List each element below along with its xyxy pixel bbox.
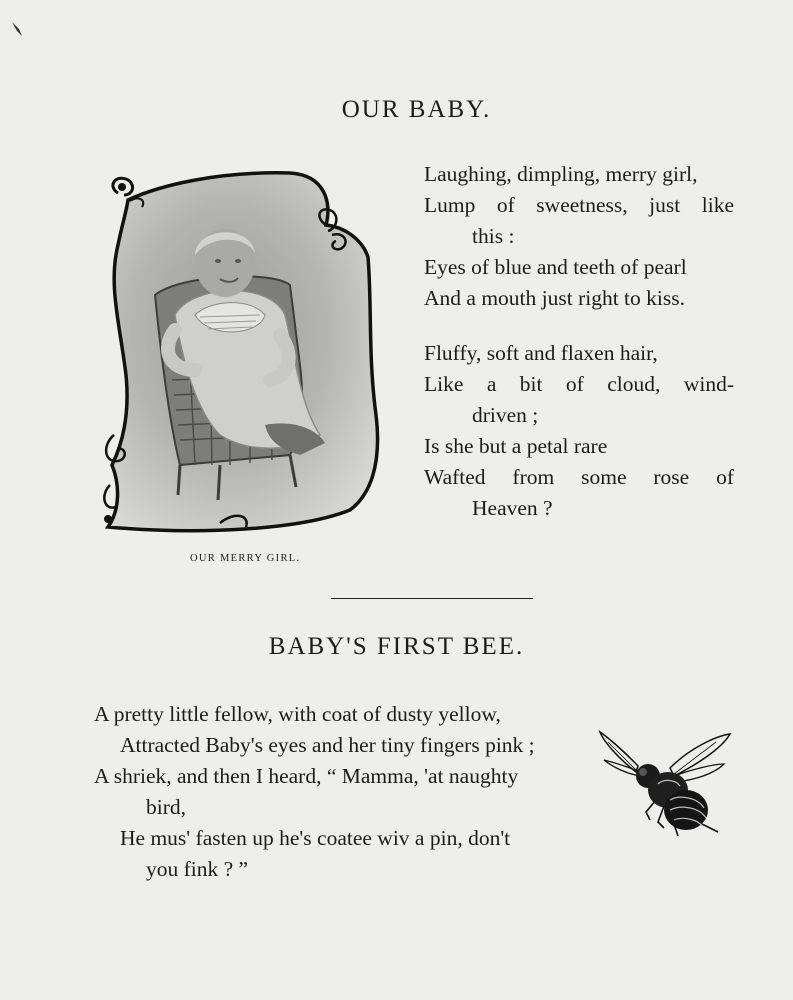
poem-line: you fink ? ” xyxy=(146,857,249,881)
ink-speck xyxy=(10,20,24,38)
poem-line: A shriek, and then I heard, “ Mamma, 'at naughty xyxy=(94,764,519,788)
poem-line: this : xyxy=(472,224,515,248)
poem-line: driven ; xyxy=(472,403,539,427)
poem-line: Heaven ? xyxy=(472,496,553,520)
poem-title-our-baby: OUR BABY. xyxy=(341,96,492,123)
poem-line: Is she but a petal rare xyxy=(424,434,608,458)
poem-line: A pretty little fellow, with coat of dusty yellow, xyxy=(94,702,501,726)
bee-illustration xyxy=(598,728,733,846)
poem-line: Wafted from some rose of xyxy=(424,465,734,489)
photo-caption: OUR MERRY GIRL. xyxy=(190,553,301,564)
poem-line: Eyes of blue and teeth of pearl xyxy=(424,255,687,279)
poem-line: bird, xyxy=(146,795,187,819)
poem-title-babys-first-bee: BABY'S FIRST BEE. xyxy=(268,633,525,660)
section-divider xyxy=(331,598,533,599)
poem-line: Like a bit of cloud, wind- xyxy=(424,372,734,396)
poem-line: Attracted Baby's eyes and her tiny fingers pink ; xyxy=(120,733,535,757)
poem-our-baby xyxy=(424,159,734,524)
poem-babys-first-bee xyxy=(94,699,598,885)
poem-line: Fluffy, soft and flaxen hair, xyxy=(424,341,658,365)
poem-line: Lump of sweetness, just like xyxy=(424,193,734,217)
baby-photo-frame xyxy=(100,165,380,540)
poem-line: Laughing, dimpling, merry girl, xyxy=(424,162,698,186)
poem-line: He mus' fasten up he's coatee wiv a pin, don't xyxy=(120,826,511,850)
poem-line: And a mouth just right to kiss. xyxy=(424,286,685,310)
